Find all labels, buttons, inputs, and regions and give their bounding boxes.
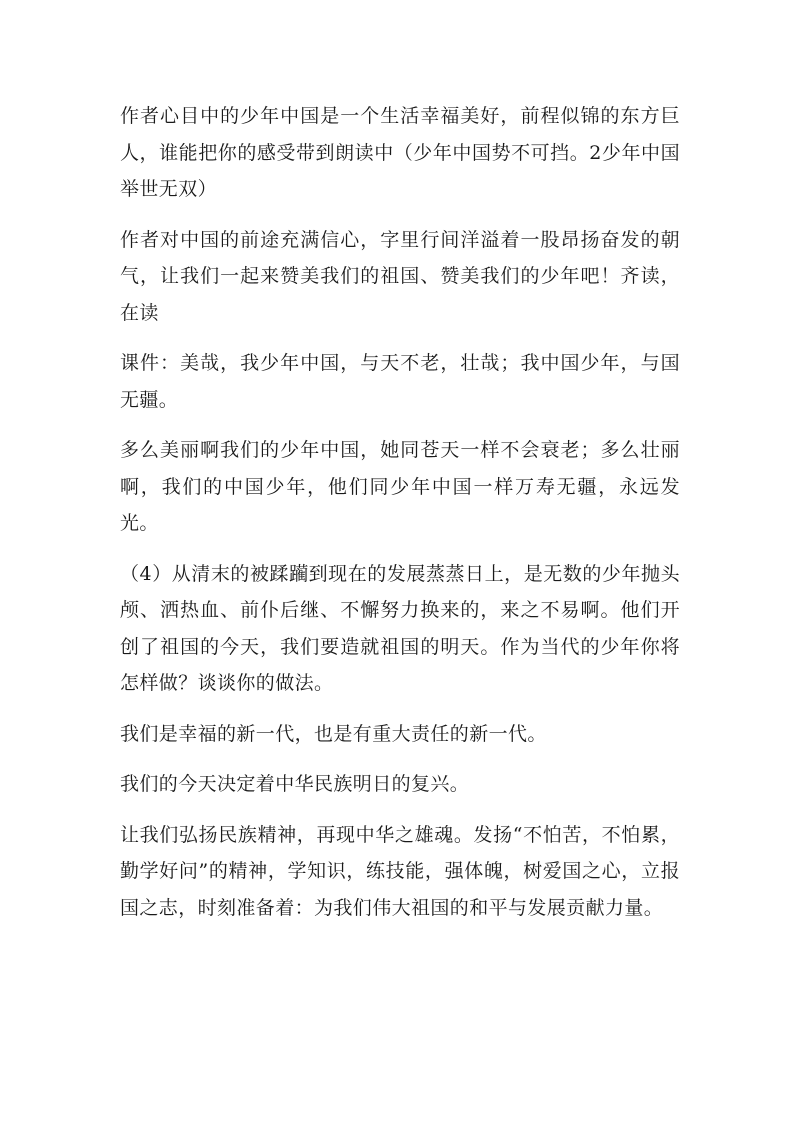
paragraph: 让我们弘扬民族精神，再现中华之雄魂。发扬“不怕苦，不怕累，勤学好问”的精神，学知识，练技能，强体魄，树爱国之心，立报国之志，时刻准备着：为我们伟大祖国的和平与发展贡献力量。 — [120, 823, 680, 919]
paragraph: （4）从清末的被蹂躏到现在的发展蒸蒸日上，是无数的少年抛头颅、洒热血、前仆后继、不懈努力换来的，来之不易啊。他们开创了祖国的今天，我们要造就祖国的明天。作为当代的少年你将怎样做？谈谈你的做法。 — [120, 562, 680, 694]
paragraph: 作者对中国的前途充满信心，字里行间洋溢着一股昂扬奋发的朝气，让我们一起来赞美我们的祖国、赞美我们的少年吧！齐读，在读 — [120, 228, 680, 324]
document-body — [120, 98, 680, 940]
paragraph: 课件：美哉，我少年中国，与天不老，壮哉；我中国少年，与国无疆。 — [120, 352, 680, 411]
paragraph: 作者心目中的少年中国是一个生活幸福美好，前程似锦的东方巨人，谁能把你的感受带到朗读中（少年中国势不可挡。2少年中国举世无双） — [120, 105, 680, 200]
paragraph: 我们是幸福的新一代，也是有重大责任的新一代。 — [120, 722, 547, 745]
paragraph: 我们的今天决定着中华民族明日的复兴。 — [120, 773, 470, 795]
paragraph: 多么美丽啊我们的少年中国，她同苍天一样不会衰老；多么壮丽啊，我们的中国少年，他们同少年中国一样万寿无疆，永远发光。 — [120, 439, 680, 534]
